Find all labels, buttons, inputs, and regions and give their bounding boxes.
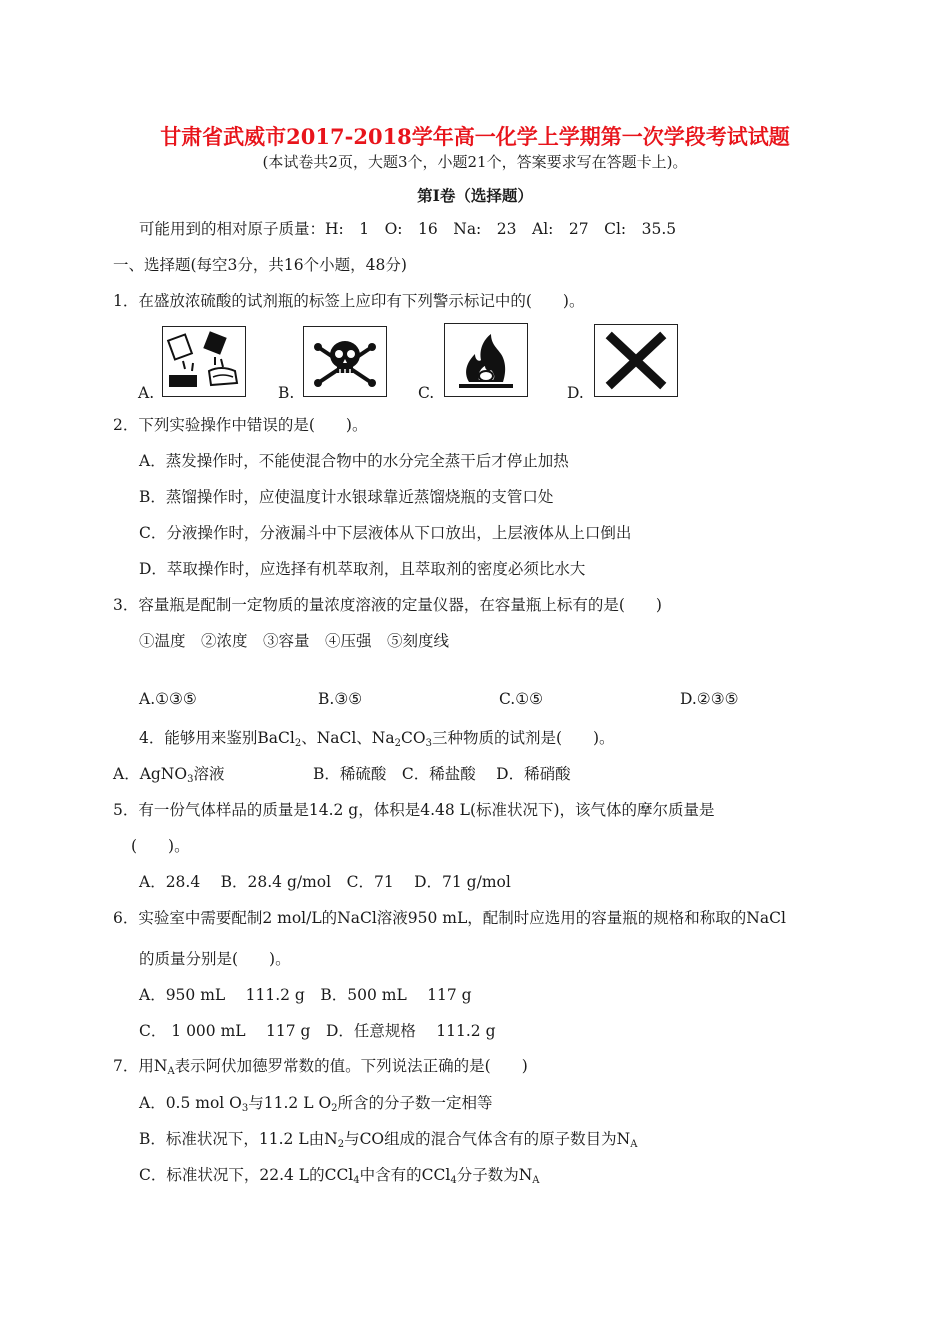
exam-title: 甘肃省武威市2017-2018学年高一化学上学期第一次学段考试试题 xyxy=(160,124,790,149)
atomic-masses: 可能用到的相对原子质量：H: 1 O: 16 Na: 23 Al: 27 Cl: 35.5 xyxy=(139,220,677,238)
q3-option-a: A.①③⑤ xyxy=(139,690,197,708)
q6-stem: 6．实验室中需要配制2 mol/L的NaCl溶液950 mL，配制时应选用的容量瓶的规格和称取的NaCl xyxy=(113,909,786,927)
q7-stem: 7．用$N_A$表示阿伏加德罗常数的值。下列说法正确的是( ) xyxy=(113,1057,528,1077)
flammable-flame-icon xyxy=(444,323,528,397)
q3-stem: 3．容量瓶是配制一定物质的量浓度溶液的定量仪器，在容量瓶上标有的是( ) xyxy=(113,596,662,614)
q2-option-d: D．萃取操作时，应选择有机萃取剂，且萃取剂的密度必须比水大 xyxy=(139,560,586,578)
q7-option-c: C．标准状况下，22.4 L的CCl$_4$中含有的CCl$_4$分子数为$N_A$ xyxy=(139,1166,540,1186)
q4-stem: 4．能够用来鉴别BaCl$_2$、NaCl、$Na_2CO_3$三种物质的试剂是( )。 xyxy=(139,729,615,749)
q3-items: ①温度 ②浓度 ③容量 ④压强 ⑤刻度线 xyxy=(139,632,450,650)
q7-option-b: B．标准状况下，11.2 L由$N_2$与CO组成的混合气体含有的原子数目为$N_A$ xyxy=(139,1130,638,1150)
q1-label-b: B. xyxy=(278,384,295,402)
q4-options-rest: B．稀硫酸 C．稀盐酸 D．稀硝酸 xyxy=(313,765,571,783)
q1-label-d: D. xyxy=(567,384,584,402)
q3-option-c: C.①⑤ xyxy=(499,690,544,708)
q2-option-c: C．分液操作时，分液漏斗中下层液体从下口放出，上层液体从上口倒出 xyxy=(139,524,632,542)
corrosive-icon xyxy=(162,326,246,397)
q6-options-1: A．950 mL 111.2 g B．500 mL 117 g xyxy=(139,986,472,1004)
q2-option-b: B．蒸馏操作时，应使温度计水银球靠近蒸馏烧瓶的支管口处 xyxy=(139,488,554,506)
q6-stem-cont: 的质量分别是( )。 xyxy=(139,950,291,968)
q3-option-d: D.②③⑤ xyxy=(680,690,739,708)
part-one-heading: 一、选择题(每空3分，共16个小题，48分) xyxy=(113,256,407,274)
harmful-x-icon xyxy=(594,324,678,397)
toxic-skull-icon xyxy=(303,326,387,397)
exam-subtitle: (本试卷共2页，大题3个，小题21个，答案要求写在答题卡上)。 xyxy=(262,153,688,171)
q2-stem: 2．下列实验操作中错误的是( )。 xyxy=(113,416,368,434)
q5-blank: ( )。 xyxy=(131,837,190,855)
q7-option-a: A．0.5 mol $O_3$与11.2 L $O_2$所含的分子数一定相等 xyxy=(139,1094,493,1114)
section-heading: 第Ⅰ卷（选择题） xyxy=(417,186,533,205)
q4-option-a: A．AgNO$_3$溶液 xyxy=(113,765,225,785)
q1-stem: 1．在盛放浓硫酸的试剂瓶的标签上应印有下列警示标记中的( )。 xyxy=(113,292,585,310)
q1-label-c: C. xyxy=(418,384,435,402)
q1-label-a: A. xyxy=(138,384,155,402)
q5-stem: 5．有一份气体样品的质量是14.2 g，体积是4.48 L(标准状况下)，该气体的摩尔质量是 xyxy=(113,801,715,819)
q2-option-a: A．蒸发操作时，不能使混合物中的水分完全蒸干后才停止加热 xyxy=(139,452,569,470)
q6-options-2: C． 1 000 mL 117 g D．任意规格 111.2 g xyxy=(139,1022,496,1040)
q3-option-b: B.③⑤ xyxy=(318,690,363,708)
q5-options: A．28.4 B．28.4 g/mol C．71 D．71 g/mol xyxy=(139,873,511,891)
